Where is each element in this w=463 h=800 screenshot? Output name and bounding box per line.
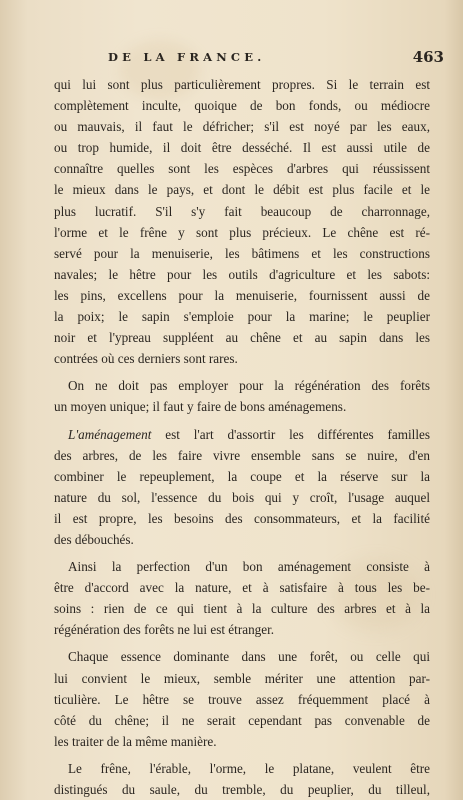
text-line: connaître quelles sont les espèces d'arbres qui réussissent — [54, 161, 430, 177]
paragraph — [54, 424, 430, 551]
text-line: régénération des forêts ne lui est étranger. — [54, 622, 275, 638]
page-header — [88, 48, 450, 70]
text-line: ou trop humide, il doit être desséché. Il est aussi utile de — [54, 140, 430, 156]
text-line: Chaque essence dominante dans une forêt, ou celle qui — [68, 649, 430, 665]
paragraph — [54, 646, 430, 751]
text-line: contrées où ces derniers sont rares. — [54, 351, 238, 367]
text-line: On ne doit pas employer pour la régénération des forêts — [68, 378, 430, 394]
text-line: les pins, excellens pour la menuiserie, fournissent aussi de — [54, 287, 430, 303]
text-line: nature du sol, l'essence du bois qui y croît, l'usage auquel — [54, 489, 430, 505]
text-line: l'orme et le frêne y sont plus précieux. Le chêne est ré- — [54, 224, 430, 240]
text-line: navales; le hêtre pour les outils d'agriculture et les sabots: — [54, 266, 430, 282]
text-line: plus lucratif. S'il s'y fait beaucoup de charronnage, — [54, 203, 430, 219]
text-line: les traiter de la même manière. — [54, 733, 217, 749]
paragraph — [54, 556, 430, 640]
text-line: combiner le repeuplement, la coupe et la réserve sur la — [54, 468, 430, 484]
text-fragment: est l'art d'assortir les différentes familles — [151, 426, 430, 442]
text-line: un moyen unique; il faut y faire de bons aménagemens. — [54, 399, 347, 415]
text-line: complètement inculte, quoique de bon fonds, ou médiocre — [54, 98, 430, 114]
text-line: côté du chêne; il ne serait cependant pas convenable de — [54, 712, 430, 728]
paragraph — [54, 375, 430, 417]
text-line: être d'accord avec la nature, et à satisfaire à tous les be- — [54, 580, 430, 596]
paragraph — [54, 758, 430, 800]
text-line: lui convient le mieux, semble mériter une attention par- — [54, 670, 430, 686]
page-number: 463 — [412, 48, 444, 66]
text-line: Le frêne, l'érable, l'orme, le platane, veulent être — [68, 760, 430, 776]
text-line: noir et l'ypreau suppléent au chêne et au sapin dans les — [54, 330, 430, 346]
text-line: distingués du saule, du tremble, du peuplier, du tilleul, — [54, 782, 430, 797]
running-head: DE LA FRANCE. — [108, 50, 266, 64]
text-line: servé pour la menuiserie, les bâtimens et les constructions — [54, 245, 430, 261]
italic-term: L'aménagement — [68, 426, 152, 442]
text-line: ticulière. Le hêtre se trouve assez fréquemment placé à — [54, 691, 430, 707]
paragraph — [54, 74, 430, 369]
text-line: soins : rien de ce qui tient à la culture des arbres et à la — [54, 601, 430, 617]
text-line: la poix; le sapin s'emploie pour la marine; le peuplier — [54, 309, 430, 325]
text-line: il est propre, les besoins des consommateurs, et la facilité — [54, 510, 430, 526]
text-line: des débouchés. — [54, 531, 134, 547]
text-line: Ainsi la perfection d'un bon aménagement consiste à — [68, 559, 430, 575]
body-text — [54, 74, 430, 800]
text-line: ou mauvais, il faut le défricher; s'il est noyé par les eaux, — [54, 119, 430, 135]
text-line: qui lui sont plus particulièrement propres. Si le terrain est — [54, 77, 430, 92]
text-line: des arbres, de les faire vivre ensemble sans se nuire, d'en — [54, 447, 430, 463]
text-line: le mieux dans le pays, et dont le débit est plus facile et le — [54, 182, 430, 198]
text-line — [54, 424, 430, 445]
